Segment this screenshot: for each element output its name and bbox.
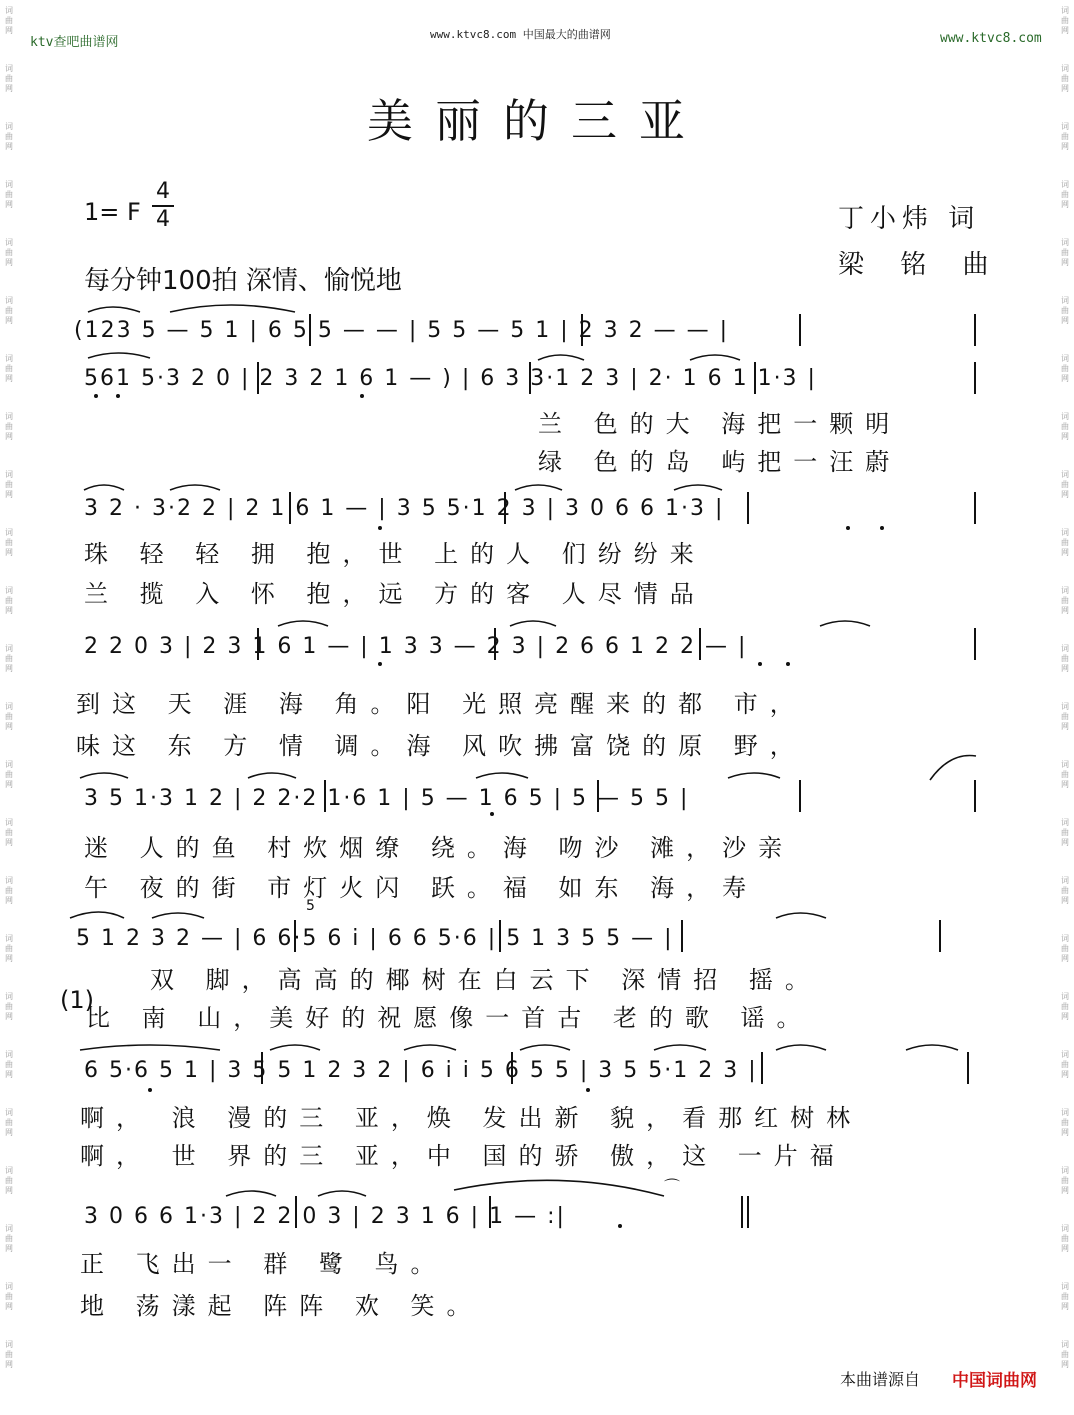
watermark-char: 词 bbox=[5, 760, 13, 769]
footer-source-site[interactable]: 中国词曲网 bbox=[952, 1371, 1037, 1391]
watermark-char: 曲 bbox=[5, 712, 13, 721]
watermark-char: 词 bbox=[1061, 876, 1069, 885]
slur bbox=[88, 307, 140, 312]
slur bbox=[654, 1045, 706, 1050]
watermark-char: 词 bbox=[5, 470, 13, 479]
notation-line-2: 561 5·3 2 0 | 2 3 2 1 6 1 — ) | 6 3 3·1 2 3 | 2· 1 6 1 1·3 | bbox=[84, 366, 817, 391]
watermark-char: 曲 bbox=[5, 132, 13, 141]
slur bbox=[476, 773, 528, 778]
slur bbox=[248, 773, 296, 778]
watermark-char: 词 bbox=[1061, 644, 1069, 653]
watermark-char: 词 bbox=[5, 64, 13, 73]
slur bbox=[538, 355, 584, 360]
tie bbox=[930, 756, 976, 781]
lyric-line-5-v1: 双 脚，高高的椰树在白云下 深情招 摇。 bbox=[150, 966, 821, 994]
watermark-char: 词 bbox=[1061, 1050, 1069, 1059]
watermark-char: 网 bbox=[1061, 548, 1069, 557]
watermark-char: 词 bbox=[1061, 6, 1069, 15]
watermark-char: 曲 bbox=[1061, 654, 1069, 663]
watermark-char: 网 bbox=[5, 26, 13, 35]
watermark-char: 网 bbox=[5, 548, 13, 557]
watermark-char: 网 bbox=[1061, 896, 1069, 905]
watermark-char: 词 bbox=[1061, 470, 1069, 479]
watermark-char: 网 bbox=[5, 374, 13, 383]
watermark-char: 网 bbox=[5, 954, 13, 963]
song-title: 美丽的三亚 bbox=[367, 94, 707, 148]
watermark-char: 网 bbox=[5, 722, 13, 731]
lyric-line-3-v2: 味这 东 方 情 调。海 风吹拂富饶的原 野， bbox=[76, 732, 806, 760]
verse-number: (1) bbox=[60, 986, 94, 1014]
watermark-char: 词 bbox=[1061, 64, 1069, 73]
watermark-char: 词 bbox=[5, 818, 13, 827]
watermark-char: 曲 bbox=[5, 1350, 13, 1359]
watermark-char: 网 bbox=[1061, 490, 1069, 499]
watermark-char: 曲 bbox=[5, 1002, 13, 1011]
lyric-line-7-v2: 地 荡漾起 阵阵 欢 笑。 bbox=[80, 1292, 483, 1320]
watermark-char: 曲 bbox=[5, 1176, 13, 1185]
watermark-char: 词 bbox=[5, 586, 13, 595]
watermark-char: 词 bbox=[5, 412, 13, 421]
watermark-char: 曲 bbox=[5, 190, 13, 199]
watermark-char: 词 bbox=[5, 1282, 13, 1291]
grace-note: 5 bbox=[306, 898, 315, 914]
watermark-char: 网 bbox=[1061, 606, 1069, 615]
watermark-char: 曲 bbox=[5, 1292, 13, 1301]
slur bbox=[318, 1191, 366, 1196]
slur bbox=[820, 621, 870, 626]
watermark-char: 曲 bbox=[1061, 770, 1069, 779]
key-signature: 1= F bbox=[84, 198, 141, 226]
watermark-char: 曲 bbox=[1061, 248, 1069, 257]
watermark-char: 网 bbox=[1061, 1128, 1069, 1137]
notation-line-6: 5 1 2 3 2 — | 6 6·5 6 i | 6 6 5·6 | 5 1 3 5 5 — | bbox=[76, 926, 674, 951]
watermark-char: 曲 bbox=[5, 1118, 13, 1127]
notation-line-1: (123 5 — 5 1 | 6 5 5 — — | 5 5 — 5 1 | 2 3 2 — — | bbox=[74, 318, 730, 343]
watermark-char: 词 bbox=[5, 6, 13, 15]
watermark-char: 网 bbox=[1061, 84, 1069, 93]
composer-credit: 梁 铭 曲 bbox=[838, 250, 1003, 280]
watermark-char: 词 bbox=[1061, 296, 1069, 305]
watermark-char: 曲 bbox=[1061, 1060, 1069, 1069]
time-signature-bottom: 4 bbox=[156, 207, 170, 232]
watermark-char: 词 bbox=[5, 180, 13, 189]
watermark-char: 词 bbox=[1061, 528, 1069, 537]
slur bbox=[454, 1180, 664, 1196]
lyric-line-2-v1: 珠 轻 轻 拥 抱，世 上的人 们纷纷来 bbox=[84, 540, 706, 568]
watermark-char: 曲 bbox=[1061, 306, 1069, 315]
watermark-char: 曲 bbox=[1061, 886, 1069, 895]
time-signature-top: 4 bbox=[156, 179, 170, 204]
watermark-char: 网 bbox=[5, 1012, 13, 1021]
watermark-char: 词 bbox=[5, 876, 13, 885]
watermark-char: 网 bbox=[5, 838, 13, 847]
watermark-char: 词 bbox=[5, 1166, 13, 1175]
watermark-char: 词 bbox=[1061, 818, 1069, 827]
watermark-char: 网 bbox=[1061, 722, 1069, 731]
watermark-char: 词 bbox=[5, 354, 13, 363]
watermark-char: 词 bbox=[1061, 238, 1069, 247]
watermark-char: 词 bbox=[5, 122, 13, 131]
notation-line-5: 3 5 1·3 1 2 | 2 2·2 1·6 1 | 5 — 1 6 5 | 5 — 5 5 | bbox=[84, 786, 690, 811]
header-site-right[interactable]: www.ktvc8.com bbox=[940, 31, 1042, 46]
watermark-char: 网 bbox=[1061, 1244, 1069, 1253]
watermark-char: 曲 bbox=[5, 480, 13, 489]
watermark-char: 网 bbox=[1061, 258, 1069, 267]
watermark-char: 网 bbox=[1061, 26, 1069, 35]
slur bbox=[515, 485, 562, 490]
fermata-mark: ⌒ bbox=[664, 1177, 681, 1196]
watermark-char: 词 bbox=[5, 992, 13, 1001]
watermark-char: 曲 bbox=[1061, 480, 1069, 489]
watermark-char: 曲 bbox=[1061, 364, 1069, 373]
watermark-char: 曲 bbox=[1061, 944, 1069, 953]
watermark-char: 网 bbox=[5, 490, 13, 499]
watermark-char: 网 bbox=[1061, 200, 1069, 209]
watermark-char: 曲 bbox=[1061, 16, 1069, 25]
watermark-char: 词 bbox=[1061, 122, 1069, 131]
watermark-char: 网 bbox=[1061, 664, 1069, 673]
watermark-char: 曲 bbox=[5, 654, 13, 663]
watermark-char: 网 bbox=[5, 1186, 13, 1195]
watermark-char: 曲 bbox=[1061, 1118, 1069, 1127]
watermark-char: 曲 bbox=[1061, 828, 1069, 837]
footer-source-label: 本曲谱源自 bbox=[840, 1370, 921, 1389]
watermark-char: 词 bbox=[5, 702, 13, 711]
slur bbox=[728, 773, 780, 778]
watermark-char: 网 bbox=[5, 84, 13, 93]
watermark-char: 曲 bbox=[5, 1234, 13, 1243]
watermark-char: 曲 bbox=[5, 828, 13, 837]
watermark-char: 网 bbox=[1061, 432, 1069, 441]
watermark-char: 词 bbox=[1061, 180, 1069, 189]
watermark-char: 曲 bbox=[5, 364, 13, 373]
slur bbox=[84, 485, 124, 490]
watermark-char: 词 bbox=[1061, 586, 1069, 595]
watermark-char: 网 bbox=[5, 896, 13, 905]
watermark-char: 词 bbox=[1061, 412, 1069, 421]
watermark-char: 词 bbox=[5, 1108, 13, 1117]
watermark-char: 曲 bbox=[1061, 190, 1069, 199]
watermark-char: 网 bbox=[1061, 1360, 1069, 1369]
watermark-char: 曲 bbox=[5, 16, 13, 25]
watermark-char: 网 bbox=[1061, 1012, 1069, 1021]
watermark-char: 词 bbox=[5, 296, 13, 305]
watermark-char: 词 bbox=[1061, 702, 1069, 711]
watermark-char: 曲 bbox=[5, 422, 13, 431]
slur bbox=[278, 621, 328, 626]
slur bbox=[152, 913, 204, 918]
watermark-char: 词 bbox=[5, 1224, 13, 1233]
watermark-char: 网 bbox=[5, 1302, 13, 1311]
watermark-char: 曲 bbox=[5, 74, 13, 83]
watermark-char: 网 bbox=[5, 432, 13, 441]
watermark-char: 网 bbox=[1061, 374, 1069, 383]
watermark-char: 网 bbox=[1061, 954, 1069, 963]
watermark-char: 网 bbox=[5, 1070, 13, 1079]
watermark-char: 词 bbox=[5, 644, 13, 653]
notation-line-7: 6 5·6 5 1 | 3 5 5 1 2 3 2 | 6 i i 5 6 5 5 | 3 5 5·1 2 3 | bbox=[84, 1058, 758, 1083]
lyric-line-2-v2: 兰 揽 入 怀 抱，远 方的客 人尽情品 bbox=[84, 580, 706, 608]
watermark-char: 网 bbox=[5, 606, 13, 615]
watermark-char: 曲 bbox=[1061, 1234, 1069, 1243]
watermark-char: 网 bbox=[5, 258, 13, 267]
slur bbox=[690, 355, 740, 360]
slur bbox=[170, 305, 295, 312]
lyric-line-6-v1: 啊， 浪 漫的三 亚，焕 发出新 貌，看那红树林 bbox=[80, 1104, 863, 1132]
watermark-char: 词 bbox=[5, 1050, 13, 1059]
slur bbox=[88, 353, 150, 358]
slur bbox=[674, 485, 722, 490]
watermark-char: 词 bbox=[5, 934, 13, 943]
watermark-char: 曲 bbox=[1061, 1002, 1069, 1011]
watermark-char: 曲 bbox=[1061, 712, 1069, 721]
watermark-char: 词 bbox=[1061, 992, 1069, 1001]
watermark-char: 网 bbox=[1061, 1070, 1069, 1079]
watermark-char: 网 bbox=[1061, 838, 1069, 847]
lyric-line-4-v2: 午 夜的街 市灯火闪 跃。福 如东 海，寿 bbox=[84, 874, 759, 902]
lyric-line-5-v2: 比 南 山，美好的祝愿像一首古 老的歌 谣。 bbox=[86, 1004, 813, 1032]
watermark-char: 曲 bbox=[5, 248, 13, 257]
notation-line-3: 3 2 · 3·2 2 | 2 1 6 1 — | 3 5 5·1 2 3 | 3 0 6 6 1·3 | bbox=[84, 496, 725, 521]
watermark-char: 曲 bbox=[1061, 1176, 1069, 1185]
watermark-char: 曲 bbox=[5, 886, 13, 895]
watermark-char: 网 bbox=[1061, 1186, 1069, 1195]
slur bbox=[776, 1045, 826, 1050]
watermark-char: 网 bbox=[1061, 780, 1069, 789]
lyric-line-7-v1: 正 飞出一 群 鹭 鸟。 bbox=[80, 1250, 447, 1278]
slur bbox=[270, 1045, 320, 1050]
slur bbox=[170, 485, 220, 490]
watermark-char: 网 bbox=[1061, 1302, 1069, 1311]
watermark-char: 网 bbox=[5, 1244, 13, 1253]
watermark-char: 词 bbox=[1061, 354, 1069, 363]
watermark-char: 词 bbox=[1061, 1282, 1069, 1291]
watermark-char: 曲 bbox=[1061, 538, 1069, 547]
watermark-char: 词 bbox=[1061, 1224, 1069, 1233]
notation-line-4: 2 2 0 3 | 2 3 1 6 1 — | 1 3 3 — 2 3 | 2 6 6 1 2 2 — | bbox=[84, 634, 748, 659]
watermark-char: 曲 bbox=[1061, 596, 1069, 605]
watermark-char: 曲 bbox=[1061, 422, 1069, 431]
watermark-char: 网 bbox=[5, 142, 13, 151]
slur bbox=[510, 621, 556, 626]
watermark-char: 曲 bbox=[1061, 1292, 1069, 1301]
lyricist-credit: 丁小炜 词 bbox=[838, 204, 981, 234]
watermark-char: 词 bbox=[1061, 1340, 1069, 1349]
watermark-char: 曲 bbox=[1061, 74, 1069, 83]
watermark-char: 网 bbox=[5, 780, 13, 789]
header-site-center[interactable]: www.ktvc8.com 中国最大的曲谱网 bbox=[430, 28, 611, 41]
watermark-char: 网 bbox=[5, 664, 13, 673]
watermark-char: 词 bbox=[5, 238, 13, 247]
header-site-left[interactable]: ktv查吧曲谱网 bbox=[30, 35, 119, 50]
watermark-char: 曲 bbox=[5, 538, 13, 547]
watermark-char: 网 bbox=[5, 1360, 13, 1369]
slur bbox=[226, 1191, 276, 1196]
slur bbox=[70, 912, 124, 918]
watermark-char: 词 bbox=[5, 1340, 13, 1349]
watermark-char: 网 bbox=[5, 316, 13, 325]
lyric-line-1-v2: 绿 色的岛 屿把一汪蔚 bbox=[538, 448, 902, 476]
watermark-char: 词 bbox=[1061, 760, 1069, 769]
watermark-char: 曲 bbox=[5, 306, 13, 315]
watermark-char: 词 bbox=[5, 528, 13, 537]
watermark-char: 网 bbox=[1061, 142, 1069, 151]
notation-line-8: 3 0 6 6 1·3 | 2 2 0 3 | 2 3 1 6 | 1 — :| bbox=[84, 1204, 566, 1229]
slur bbox=[80, 773, 128, 778]
watermark-char: 词 bbox=[1061, 1166, 1069, 1175]
watermark-char: 网 bbox=[5, 1128, 13, 1137]
lyric-line-4-v1: 迷 人的鱼 村炊烟缭 绕。海 吻沙 滩，沙亲 bbox=[84, 834, 795, 862]
tempo-marking: 每分钟100拍 深情、愉悦地 bbox=[84, 266, 402, 296]
slur bbox=[520, 1045, 570, 1050]
lyric-line-6-v2: 啊， 世 界的三 亚，中 国的骄 傲，这 一片福 bbox=[80, 1142, 846, 1170]
watermark-char: 词 bbox=[1061, 934, 1069, 943]
watermark-char: 曲 bbox=[5, 1060, 13, 1069]
watermark-char: 网 bbox=[5, 200, 13, 209]
watermark-char: 曲 bbox=[5, 944, 13, 953]
slur bbox=[906, 1045, 958, 1050]
slur bbox=[404, 1045, 456, 1050]
slur bbox=[80, 1045, 220, 1050]
watermark-char: 曲 bbox=[5, 770, 13, 779]
lyric-line-3-v1: 到这 天 涯 海 角。阳 光照亮醒来的都 市， bbox=[76, 690, 806, 718]
watermark-char: 词 bbox=[1061, 1108, 1069, 1117]
watermark-char: 网 bbox=[1061, 316, 1069, 325]
slur bbox=[776, 913, 826, 918]
watermark-char: 曲 bbox=[5, 596, 13, 605]
lyric-line-1-v1: 兰 色的大 海把一颗明 bbox=[538, 410, 902, 438]
watermark-char: 曲 bbox=[1061, 132, 1069, 141]
watermark-char: 曲 bbox=[1061, 1350, 1069, 1359]
